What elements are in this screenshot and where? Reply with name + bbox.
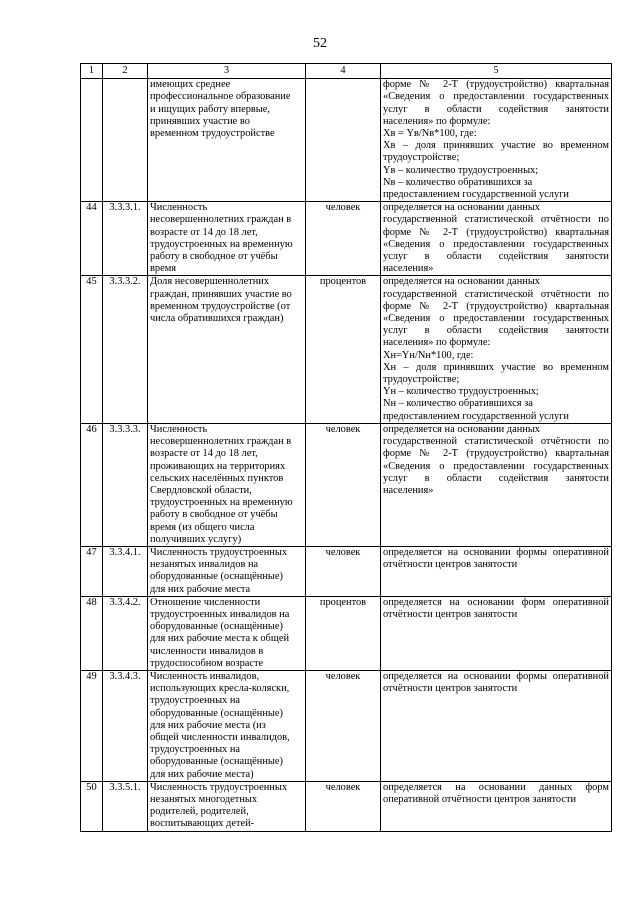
- indicator-name-line: числа обратившихся граждан): [150, 313, 284, 325]
- indicators-table: [80, 63, 612, 832]
- indicator-name-line: проживающих на территориях: [150, 460, 286, 472]
- table-row: [81, 276, 612, 423]
- indicator-code: 3.3.5.1.: [103, 781, 148, 831]
- indicator-name-line: для них рабочие места: [150, 583, 251, 595]
- indicator-name-line: время (из общего числа: [150, 521, 255, 533]
- column-header: 5: [381, 64, 612, 79]
- indicator-name: [148, 423, 306, 546]
- column-header: 3: [148, 64, 306, 79]
- table-header-row: [81, 64, 612, 79]
- indicator-name-line: работу в свободное от учёбы: [150, 509, 278, 521]
- calculation-method-line: предоставлением государственной услуги: [383, 410, 569, 422]
- unit-of-measure: человек: [306, 781, 381, 831]
- row-number: 46: [81, 423, 103, 546]
- indicator-name: [148, 670, 306, 781]
- indicator-name-line: трудоустроенных на временную: [150, 497, 293, 509]
- row-number: [81, 79, 103, 202]
- indicator-name-line: трудоустроенных инвалидов на: [150, 608, 290, 620]
- table-row: [81, 202, 612, 276]
- calculation-method-line: определяется на основании форм оперативной: [383, 596, 609, 608]
- calculation-method-line: «Сведения о предоставлении государственных: [383, 313, 609, 325]
- table-row: [81, 546, 612, 596]
- table-row: [81, 781, 612, 831]
- calculation-method-line: Nв – количество обратившихся за: [383, 176, 533, 188]
- indicator-name-line: временном трудоустройстве (от: [150, 300, 291, 312]
- indicator-name-line: оборудованные (оснащённые): [150, 756, 283, 768]
- row-number: 45: [81, 276, 103, 423]
- indicator-name-line: Численность инвалидов,: [150, 670, 260, 682]
- indicator-name-line: Численность: [150, 423, 208, 435]
- indicator-name-line: общей численности инвалидов,: [150, 731, 290, 743]
- indicator-name-line: воспитывающих детей-: [150, 818, 255, 830]
- unit-of-measure: человек: [306, 423, 381, 546]
- indicator-code: 3.3.4.3.: [103, 670, 148, 781]
- calculation-method-line: оперативной отчётности центров занятости: [383, 793, 577, 805]
- indicator-name-line: численности инвалидов в: [150, 645, 264, 657]
- indicator-name: [148, 596, 306, 670]
- calculation-method: [381, 546, 612, 596]
- calculation-method-line: услуг в области содействия занятости: [383, 325, 609, 337]
- indicator-name-line: сельских населённых пунктов: [150, 472, 284, 484]
- calculation-method: [381, 596, 612, 670]
- calculation-method: [381, 423, 612, 546]
- indicator-name-line: профессиональное образование: [150, 91, 291, 103]
- calculation-method-line: Nн – количество обратившихся за: [383, 398, 533, 410]
- row-number: 44: [81, 202, 103, 276]
- indicator-name-line: Численность: [150, 202, 208, 214]
- indicator-name-line: незанятых многодетных: [150, 793, 258, 805]
- calculation-method-line: Yв – количество трудоустроенных;: [383, 164, 539, 176]
- indicator-code: 3.3.3.1.: [103, 202, 148, 276]
- calculation-method-line: Хн=Yн/Nн*100, где:: [383, 349, 474, 361]
- calculation-method-line: отчётности центров занятости: [383, 608, 518, 620]
- calculation-method-line: услуг в области содействия занятости: [383, 103, 609, 115]
- calculation-method-line: определяется на основании формы оперативной: [383, 670, 609, 682]
- indicator-name-line: оборудованные (оснащённые): [150, 571, 283, 583]
- calculation-method-line: «Сведения о предоставлении государственных: [383, 460, 609, 472]
- unit-of-measure: [306, 79, 381, 202]
- calculation-method-line: форме № 2-Т (трудоустройство) квартальная: [383, 226, 609, 238]
- indicator-code: 3.3.3.2.: [103, 276, 148, 423]
- calculation-method-line: государственной статистической отчётности по: [383, 436, 609, 448]
- row-number: 49: [81, 670, 103, 781]
- indicator-name-line: для них рабочие места (из: [150, 719, 266, 731]
- calculation-method-line: «Сведения о предоставлении государственных: [383, 238, 609, 250]
- page-number: 52: [313, 36, 327, 51]
- calculation-method-line: услуг в области содействия занятости: [383, 472, 609, 484]
- calculation-method-line: трудоустройстве;: [383, 152, 460, 164]
- indicator-name-line: Доля несовершеннолетних: [150, 276, 270, 288]
- calculation-method: [381, 276, 612, 423]
- indicator-name: [148, 202, 306, 276]
- indicator-name-line: незанятых инвалидов на: [150, 559, 259, 571]
- calculation-method-line: Yн – количество трудоустроенных;: [383, 386, 539, 398]
- unit-of-measure: человек: [306, 546, 381, 596]
- indicator-name-line: время: [150, 263, 177, 275]
- calculation-method-line: услуг в области содействия занятости: [383, 251, 609, 263]
- calculation-method-line: отчётности центров занятости: [383, 683, 518, 695]
- indicator-name-line: имеющих среднее: [150, 79, 231, 91]
- calculation-method-line: определяется на основании данных: [383, 276, 541, 288]
- calculation-method-line: определяется на основании данных форм: [383, 781, 609, 793]
- indicator-name-line: временном трудоустройстве: [150, 128, 275, 140]
- indicator-name-line: Свердловской области,: [150, 484, 252, 496]
- indicator-name-line: оборудованные (оснащённые): [150, 621, 283, 633]
- indicator-name-line: и ищущих работу впервые,: [150, 103, 270, 115]
- column-header: 1: [81, 64, 103, 79]
- indicator-name-line: трудоустроенных на: [150, 695, 241, 707]
- row-number: 50: [81, 781, 103, 831]
- calculation-method-line: форме № 2-Т (трудоустройство) квартальная: [383, 448, 609, 460]
- indicator-name-line: работу в свободное от учёбы: [150, 251, 278, 263]
- calculation-method-line: форме № 2-Т (трудоустройство) квартальная: [383, 300, 609, 312]
- indicator-name-line: для них рабочие места к общей: [150, 633, 290, 645]
- indicator-name-line: трудоустроенных на временную: [150, 238, 293, 250]
- indicator-name-line: Численность трудоустроенных: [150, 546, 288, 558]
- indicator-name-line: трудоустроенных на: [150, 744, 241, 756]
- indicator-name-line: родителей, родителей,: [150, 806, 249, 818]
- calculation-method-line: Хв – доля принявших участие во временном: [383, 140, 609, 152]
- row-number: 47: [81, 546, 103, 596]
- indicator-name: [148, 546, 306, 596]
- unit-of-measure: процентов: [306, 596, 381, 670]
- calculation-method-line: Хн – доля принявших участие во временном: [383, 361, 609, 373]
- calculation-method-line: государственной статистической отчётности по: [383, 214, 609, 226]
- indicator-name-line: Численность трудоустроенных: [150, 781, 288, 793]
- row-number: 48: [81, 596, 103, 670]
- indicator-name: [148, 276, 306, 423]
- calculation-method-line: населения» по формуле:: [383, 115, 491, 127]
- column-header: 4: [306, 64, 381, 79]
- indicator-name-line: получивших услугу): [150, 533, 242, 545]
- calculation-method-line: отчётности центров занятости: [383, 559, 518, 571]
- calculation-method: [381, 202, 612, 276]
- table-row: [81, 79, 612, 202]
- calculation-method-line: определяется на основании данных: [383, 202, 541, 214]
- indicator-name: [148, 781, 306, 831]
- column-header: 2: [103, 64, 148, 79]
- calculation-method-line: форме № 2-Т (трудоустройство) квартальная: [383, 79, 609, 91]
- table-row: [81, 596, 612, 670]
- indicator-name-line: принявших участие во: [150, 115, 250, 127]
- table-row: [81, 670, 612, 781]
- calculation-method: [381, 670, 612, 781]
- unit-of-measure: человек: [306, 202, 381, 276]
- calculation-method-line: населения»: [383, 263, 434, 275]
- indicator-name-line: оборудованные (оснащённые): [150, 707, 283, 719]
- table-body: [81, 79, 612, 831]
- indicator-code: 3.3.4.1.: [103, 546, 148, 596]
- calculation-method-line: государственной статистической отчётности по: [383, 288, 609, 300]
- calculation-method-line: населения» по формуле:: [383, 337, 491, 349]
- indicator-code: [103, 79, 148, 202]
- indicator-name: [148, 79, 306, 202]
- indicator-name-line: несовершеннолетних граждан в: [150, 214, 292, 226]
- calculation-method-line: населения»: [383, 484, 434, 496]
- indicator-name-line: использующих кресла-коляски,: [150, 683, 290, 695]
- indicator-name-line: граждан, принявших участие во: [150, 288, 292, 300]
- indicator-name-line: возрасте от 14 до 18 лет,: [150, 226, 258, 238]
- calculation-method: [381, 781, 612, 831]
- indicator-code: 3.3.3.3.: [103, 423, 148, 546]
- indicator-name-line: несовершеннолетних граждан в: [150, 436, 292, 448]
- calculation-method-line: определяется на основании данных: [383, 423, 541, 435]
- unit-of-measure: человек: [306, 670, 381, 781]
- indicator-code: 3.3.4.2.: [103, 596, 148, 670]
- indicator-name-line: возрасте от 14 до 18 лет,: [150, 448, 258, 460]
- table-row: [81, 423, 612, 546]
- indicator-name-line: Отношение численности: [150, 596, 261, 608]
- indicator-name-line: для них рабочие места): [150, 768, 254, 780]
- calculation-method-line: определяется на основании формы оперативной: [383, 546, 609, 558]
- calculation-method: [381, 79, 612, 202]
- calculation-method-line: предоставлением государственной услуги: [383, 189, 569, 201]
- calculation-method-line: трудоустройстве;: [383, 374, 460, 386]
- unit-of-measure: процентов: [306, 276, 381, 423]
- calculation-method-line: Хв = Yв/Nв*100, где:: [383, 128, 477, 140]
- indicator-name-line: трудоспособном возрасте: [150, 657, 264, 669]
- calculation-method-line: «Сведения о предоставлении государственных: [383, 91, 609, 103]
